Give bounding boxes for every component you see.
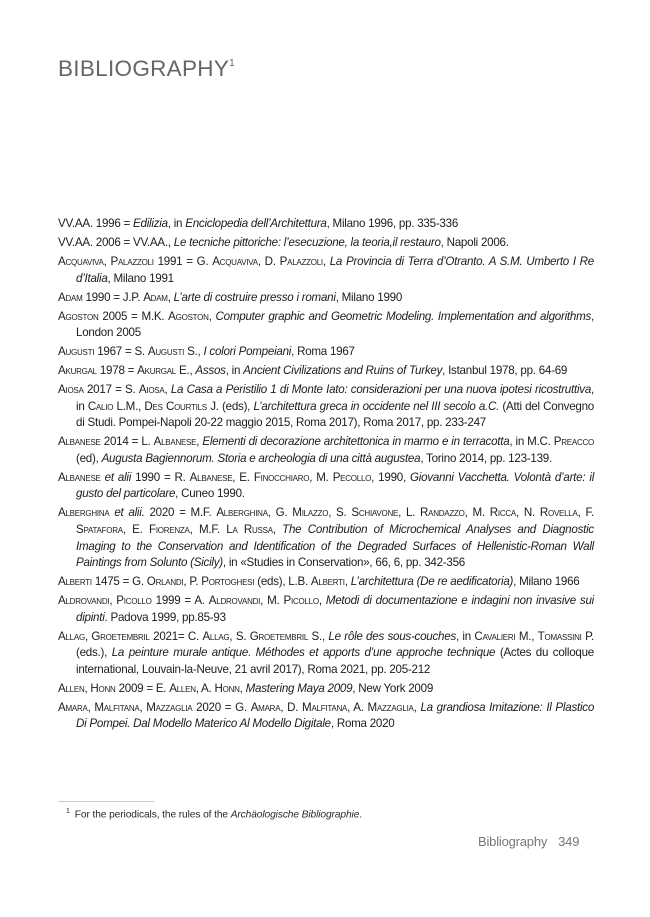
entry-text: 1475 = G. bbox=[91, 575, 147, 589]
entry-text: , Napoli 2006. bbox=[440, 235, 509, 249]
entry-text: , in bbox=[456, 629, 475, 643]
entry-text: (Atti del Convegno di Studi. Pompei-Napoli 20-22 maggio 2015, Roma 2017), Roma 2017, pp. 233-247 bbox=[76, 399, 594, 430]
work-title: Le rôle des sous-couches bbox=[328, 629, 456, 643]
author-name: Albanese bbox=[58, 470, 101, 484]
author-name: Aiosa bbox=[58, 383, 84, 397]
entry-text: , bbox=[208, 309, 216, 323]
entry-text: , Roma 2020 bbox=[330, 717, 395, 731]
bibliography-entry bbox=[58, 593, 594, 626]
bibliography-entry bbox=[58, 700, 594, 733]
author-name: Akurgal bbox=[137, 364, 177, 378]
entry-text: , L. bbox=[398, 506, 421, 520]
bibliography-entry bbox=[58, 235, 594, 252]
entry-text: (eds), L.B. bbox=[254, 575, 311, 589]
entry-text: , E. bbox=[232, 470, 254, 484]
author-name: Allen, Honn bbox=[58, 681, 116, 695]
entry-text: , bbox=[239, 681, 246, 695]
entry-text: , M.F. bbox=[189, 523, 227, 536]
page-title-text: BIBLIOGRAPHY bbox=[58, 56, 230, 81]
entry-text: , in «Studies in Conservation», 66, 6, pp. 342-356 bbox=[222, 556, 465, 570]
entry-text: , N. bbox=[516, 506, 540, 520]
entry-text: , M. bbox=[464, 506, 490, 520]
entry-text: , Roma 1967 bbox=[291, 345, 355, 359]
work-title: Le tecniche pittoriche: l’esecuzione, la teoria,il restauro bbox=[173, 235, 441, 249]
author-name: Milazzo bbox=[292, 506, 329, 520]
entry-text: , Milano 1991 bbox=[107, 271, 174, 285]
author-name: Allag, Groetembril bbox=[58, 629, 150, 643]
bibliography-list bbox=[58, 216, 594, 735]
author-name: Akurgal bbox=[58, 364, 97, 378]
work-title: et alii bbox=[100, 470, 132, 484]
entry-text: , 1990, bbox=[371, 470, 410, 484]
entry-text: , Istanbul 1978, pp. 64-69 bbox=[442, 364, 568, 378]
entry-text: , M. bbox=[309, 470, 333, 484]
entry-text: 1991 = G. bbox=[153, 254, 213, 268]
author-name: Acquaviva bbox=[212, 254, 258, 268]
work-title: The Contribution of Microchemical Analyses and Diagnostic Imaging to the Conservation and Identification of the Degraded Surfaces of Hellenistic-Roman Wall Paintings from Solunto (Sicily) bbox=[76, 523, 594, 570]
work-title: Assos bbox=[195, 364, 226, 378]
bibliography-entry bbox=[58, 382, 594, 432]
entry-text: S., bbox=[308, 629, 329, 643]
author-name: Aldrovandi, Picollo bbox=[58, 594, 152, 608]
entry-text: , bbox=[322, 254, 330, 268]
entry-text: 1967 = S. bbox=[94, 345, 148, 359]
work-title: Metodi di documentazione e indagini non invasive sui dipinti bbox=[76, 594, 594, 624]
author-name: Schiavone bbox=[351, 506, 399, 520]
entry-text: , F. bbox=[577, 506, 594, 520]
author-name: Aldrovandi bbox=[208, 594, 261, 608]
entry-text: M., bbox=[515, 629, 538, 643]
bibliography-entry bbox=[58, 681, 594, 698]
author-name: Alberti bbox=[58, 575, 92, 589]
author-name: Amara bbox=[250, 700, 281, 714]
entry-text: J. (eds), bbox=[206, 399, 254, 413]
entry-text: 1999 = A. bbox=[151, 594, 209, 608]
entry-text: 2020 = G. bbox=[192, 700, 251, 714]
work-title: L’architettura (De re aedificatoria) bbox=[350, 575, 514, 589]
entry-text: (Actes du colloque international, Louvain-la-Neuve, 21 avril 2017), Roma 2021, pp. 205-212 bbox=[76, 646, 594, 676]
bibliography-entry bbox=[58, 505, 594, 571]
work-title: L’architettura greca in occidente nel III secolo a.C. bbox=[253, 399, 500, 413]
footnote-ref: 1 bbox=[229, 57, 236, 69]
entry-text: , G. bbox=[267, 506, 293, 520]
page-number: 349 bbox=[558, 834, 580, 849]
footnote-text-end: . bbox=[359, 809, 363, 821]
entry-text: , D. bbox=[280, 700, 303, 714]
author-name: Des Courtils bbox=[144, 399, 207, 413]
entry-text: 1978 = bbox=[96, 364, 138, 378]
work-title: La grandiosa Imitazione: Il Plastico Di Pompei. Dal Modello Materico Al Modello Digitale bbox=[76, 700, 595, 731]
entry-text: L.M., bbox=[113, 399, 145, 413]
entry-text: , bbox=[164, 383, 171, 397]
entry-text: 1990 = R. bbox=[131, 470, 190, 484]
footnote-text: For the periodicals, the rules of the bbox=[74, 809, 231, 821]
work-title: La Casa a Peristilio 1 di Monte Iato: considerazioni per una nuova ipotesi ricostruttiva bbox=[170, 383, 592, 397]
author-name: Palazzoli bbox=[279, 254, 323, 268]
entry-text: , in bbox=[76, 383, 594, 413]
work-title: Augusta Bagiennorum. Storia e archeologia di una città augustea bbox=[101, 451, 421, 465]
author-name: Adam bbox=[143, 290, 168, 304]
author-name: Augusti bbox=[58, 345, 95, 359]
bibliography-entry bbox=[58, 470, 594, 503]
entry-text: E., bbox=[176, 364, 196, 378]
author-name: Amara, Malfitana, Mazzaglia bbox=[58, 700, 193, 714]
page-title bbox=[58, 56, 235, 82]
bibliography-entry bbox=[58, 254, 594, 287]
bibliography-entry bbox=[58, 363, 594, 380]
author-name: Agoston bbox=[58, 309, 99, 323]
bibliography-entry bbox=[58, 216, 594, 233]
entry-text: P. (eds.), bbox=[76, 629, 595, 660]
author-name: Albanese bbox=[153, 435, 197, 449]
entry-text: , Cuneo 1990. bbox=[175, 487, 245, 501]
footnote bbox=[66, 808, 363, 821]
author-name: Honn bbox=[214, 681, 240, 695]
bibliography-entry bbox=[58, 344, 594, 361]
entry-text: , bbox=[318, 594, 326, 608]
author-name: Picollo bbox=[283, 594, 319, 608]
footer-section-label: Bibliography bbox=[478, 834, 548, 849]
work-title: Giovanni Vacchetta. Volontà d’arte: il gusto del particolare bbox=[76, 470, 595, 501]
author-name: La Russa bbox=[226, 523, 273, 536]
author-name: Aiosa bbox=[138, 383, 165, 397]
entry-text: 1990 = J.P. bbox=[82, 290, 144, 304]
work-title: Mastering Maya 2009 bbox=[245, 681, 353, 695]
entry-text: . Padova 1999, pp.85-93 bbox=[104, 610, 226, 624]
entry-text: , London 2005 bbox=[76, 309, 595, 340]
entry-text: , Milano 1996, pp. 335-336 bbox=[326, 217, 459, 230]
entry-text: , bbox=[413, 700, 421, 714]
bibliography-entry bbox=[58, 574, 594, 591]
entry-text: 2021= C. bbox=[149, 629, 203, 643]
bibliography-entry bbox=[58, 309, 594, 342]
author-name: Mazzaglia bbox=[367, 700, 414, 714]
entry-text: , A. bbox=[347, 700, 368, 714]
work-title: La peinture murale antique. Méthodes et apports d’une approche technique bbox=[111, 646, 496, 660]
bibliography-entry bbox=[58, 290, 594, 307]
author-name: Acquaviva, Palazzoli bbox=[58, 254, 154, 268]
author-name: Fiorenza bbox=[149, 523, 190, 536]
running-footer bbox=[478, 834, 579, 849]
entry-text: , S. bbox=[229, 629, 250, 643]
author-name: Rovella bbox=[539, 506, 578, 520]
bibliography-entry bbox=[58, 434, 594, 467]
entry-text: , E. bbox=[122, 523, 149, 536]
entry-text: , bbox=[196, 435, 203, 449]
author-name: Albanese bbox=[58, 435, 101, 449]
entry-text: 2020 = M.F. bbox=[144, 506, 217, 520]
entry-text: , M. bbox=[260, 594, 284, 608]
entry-text: , Milano 1990 bbox=[335, 290, 403, 304]
work-title: I colori Pompeiani bbox=[203, 345, 292, 359]
author-name: Augusti bbox=[147, 345, 185, 359]
entry-text: , Torino 2014, pp. 123-139. bbox=[420, 451, 552, 465]
work-title: Ancient Civilizations and Ruins of Turkey bbox=[243, 364, 443, 378]
author-name: Spatafora bbox=[76, 523, 123, 536]
entry-text: VV.AA. 2006 = VV.AA., bbox=[58, 235, 174, 249]
work-title: La Provincia di Terra d’Otranto. A S.M. Umberto I Re d’Italia bbox=[76, 254, 594, 285]
entry-text: , bbox=[272, 523, 283, 536]
author-name: Pecollo bbox=[332, 470, 372, 484]
entry-text: 2014 = L. bbox=[100, 435, 154, 449]
entry-text: , bbox=[344, 575, 351, 589]
bibliography-entry bbox=[58, 629, 594, 679]
entry-text: , A. bbox=[195, 681, 215, 695]
author-name: Tomassini bbox=[537, 629, 582, 643]
work-title: L’arte di costruire presso i romani bbox=[173, 290, 336, 304]
entry-text: , D. bbox=[257, 254, 280, 268]
footnote-italic-title: Archäologische Bibliographie bbox=[230, 809, 360, 821]
entry-text: (ed), bbox=[76, 451, 102, 465]
entry-text: 2005 = M.K. bbox=[98, 309, 169, 323]
work-title: Computer graphic and Geometric Modeling. Implementation and algorithms bbox=[215, 309, 592, 323]
author-name: Portoghesi bbox=[201, 575, 255, 589]
author-name: Preacco bbox=[553, 435, 594, 449]
entry-text: , in bbox=[225, 364, 244, 378]
author-name: Alberti bbox=[310, 575, 345, 589]
author-name: Allen bbox=[169, 681, 196, 695]
entry-text: , Milano 1966 bbox=[513, 575, 580, 589]
author-name: Allag bbox=[202, 629, 230, 643]
work-title: Edilizia bbox=[133, 217, 168, 230]
author-name: Malfitana bbox=[302, 700, 348, 714]
entry-text: , in M.C. bbox=[509, 435, 554, 449]
entry-text: , P. bbox=[183, 575, 202, 589]
author-name: Adam bbox=[58, 290, 83, 304]
author-name: Alberghina bbox=[58, 506, 110, 520]
footnote-number: 1 bbox=[66, 808, 70, 815]
author-name: Ricca bbox=[489, 506, 516, 520]
work-title: Enciclopedia dell’Architettura bbox=[185, 217, 327, 230]
entry-text: , in bbox=[167, 217, 186, 230]
author-name: Calio bbox=[87, 399, 114, 413]
entry-text: VV.AA. 1996 = bbox=[58, 217, 134, 230]
author-name: Orlandi bbox=[146, 575, 184, 589]
author-name: Agoston bbox=[168, 309, 209, 323]
author-name: Albanese bbox=[189, 470, 233, 484]
entry-text: , New York 2009 bbox=[352, 681, 434, 695]
author-name: Finocchiaro bbox=[253, 470, 310, 484]
author-name: Groetembril bbox=[249, 629, 309, 643]
work-title: Elementi di decorazione architettonica in marmo e in terracotta bbox=[202, 435, 510, 449]
entry-text: 2009 = E. bbox=[115, 681, 170, 695]
entry-text: , S. bbox=[328, 506, 352, 520]
entry-text: S., bbox=[184, 345, 204, 359]
author-name: Alberghina bbox=[216, 506, 268, 520]
entry-text: , bbox=[167, 290, 174, 304]
work-title: et alii. bbox=[109, 506, 145, 520]
author-name: Randazzo bbox=[420, 506, 465, 520]
entry-text: 2017 = S. bbox=[83, 383, 139, 397]
author-name: Cavalieri bbox=[474, 629, 516, 643]
footnote-divider bbox=[58, 801, 154, 802]
